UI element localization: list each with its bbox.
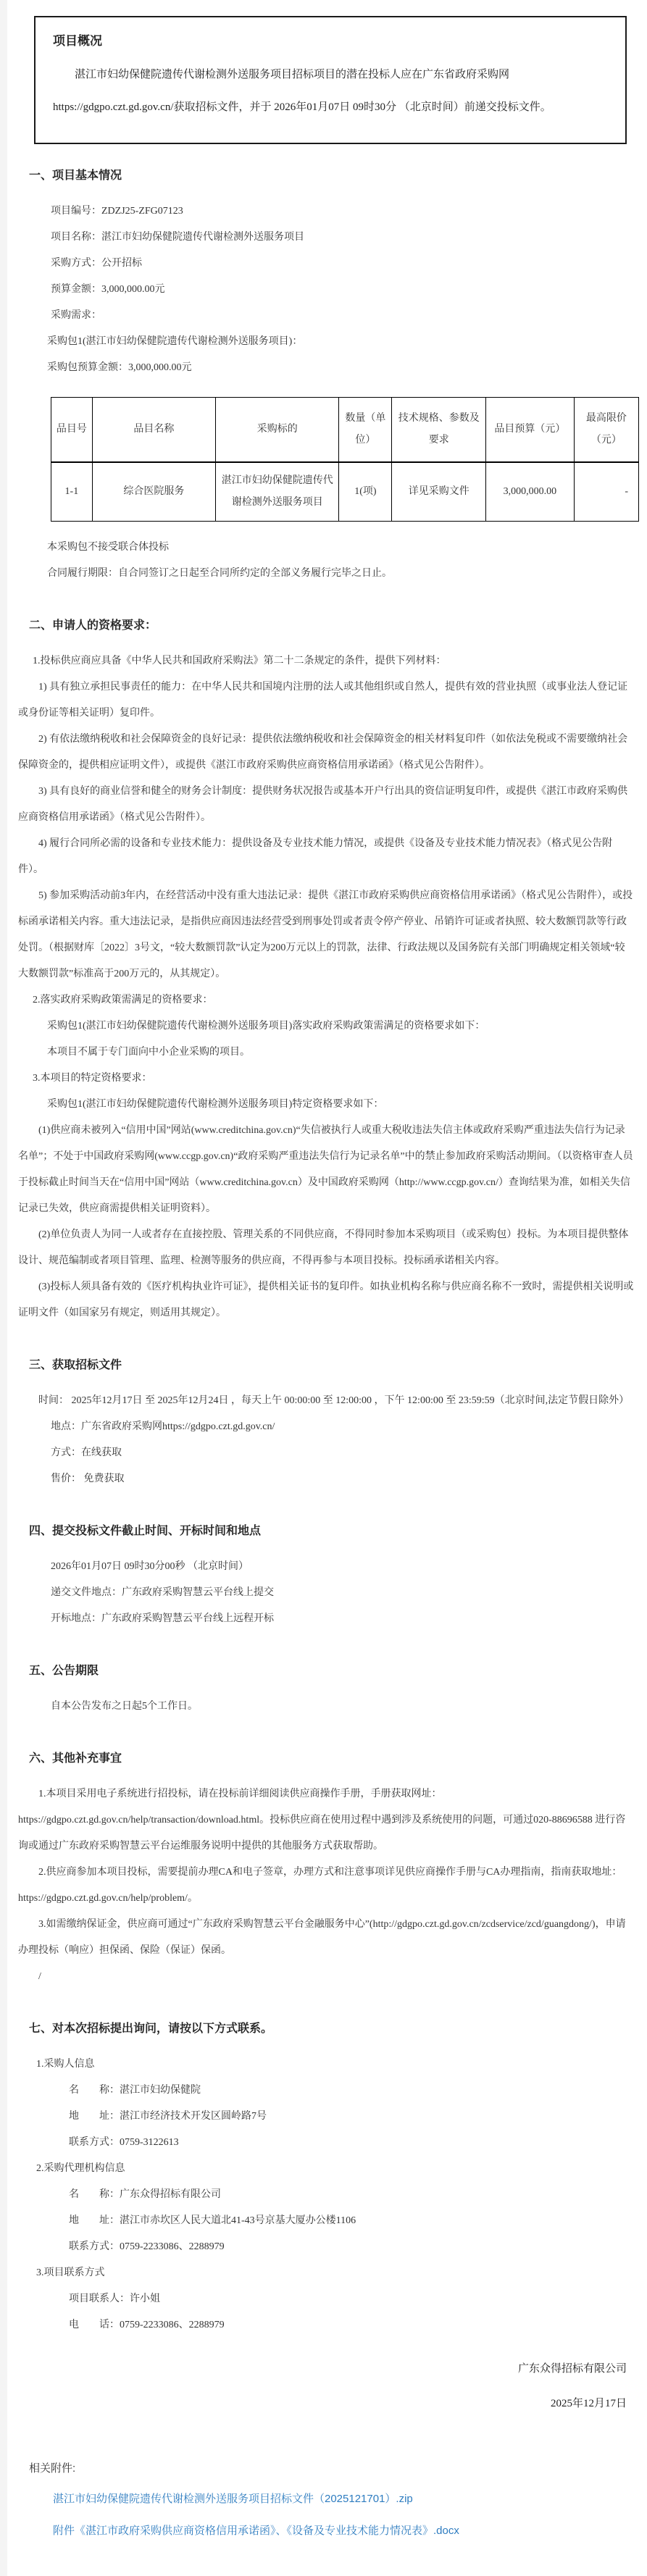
supplementary-item: 3.如需缴纳保证金，供应商可通过“广东政府采购智慧云平台金融服务中心”(http://gdgpo.czt.gd.gov.cn/zcdservice/zcd/guangdong/)，申请办理投标（响应）担保函、保险（保证）保函。	[18, 1919, 626, 1956]
purchaser-contact: 联系方式：0759-3122613	[69, 2137, 179, 2148]
section2-heading: 二、申请人的资格要求：	[29, 619, 157, 632]
contract-period-note: 合同履行期限：自合同签订之日起至合同所约定的全部义务履行完毕之日止。	[47, 568, 392, 579]
qualification-item: 3.本项目的特定资格要求：	[33, 1073, 152, 1084]
qualification-item: 1.投标供应商应具备《中华人民共和国政府采购法》第二十二条规定的条件，提供下列材料：	[33, 656, 446, 666]
section7-heading: 七、对本次招标提出询问，请按以下方式联系。	[29, 2023, 273, 2035]
qualification-item: 5) 参加采购活动前3年内，在经营活动中没有重大违法记录：提供《湛江市政府采购供应商资格信用承诺函》（格式见公告附件），或投标函承诺相关内容。重大违法记录，是指供应商因违法经营受到刑事处罚或者责令停产停业、吊销许可证或者执照、较大数额罚款等行政处罚。（根据财库〔2022〕3号文，“较大数额罚款”认定为200万元以上的罚款，法律、行政法规以及国务院有关部门明确规定相关领域“较大数额罚款”标准高于200万元的，从其规定）。	[18, 890, 633, 979]
budget-amount: 预算金额：3,000,000.00元	[51, 284, 165, 295]
attachment-link-tender-zip[interactable]: 湛江市妇幼保健院遗传代谢检测外送服务项目招标文件（2025121701）.zip	[53, 2493, 413, 2505]
signature-date: 2025年12月17日	[550, 2398, 627, 2409]
table-row	[51, 462, 639, 522]
supplementary-item: 1.本项目采用电子系统进行招投标，请在投标前详细阅读供应商操作手册，手册获取网址：https://gdgpo.czt.gd.gov.cn/help/transaction/download.html。投标供应商在使用过程中遇到涉及系统使用的问题，可通过020-88696588 进行咨询或通过广东政府采购智慧云平台运维服务说明中提供的其他服务方式获取帮助。	[18, 1789, 626, 1852]
col-item-name: 品目名称	[92, 398, 215, 463]
submit-place: 递交文件地点：广东政府采购智慧云平台线上提交	[51, 1587, 274, 1598]
package1-budget: 采购包预算金额：3,000,000.00元	[47, 362, 192, 373]
project-number: 项目编号：ZDZJ25-ZFG07123	[51, 206, 183, 217]
signature-block	[18, 2351, 627, 2421]
cell-subject: 湛江市妇幼保健院遗传代谢检测外送服务项目	[216, 462, 339, 522]
items-table	[51, 397, 639, 522]
project-name: 项目名称：湛江市妇幼保健院遗传代谢检测外送服务项目	[51, 232, 304, 243]
col-item-no: 品目号	[51, 398, 93, 463]
attachments-label: 相关附件:	[29, 2462, 76, 2475]
procurement-method: 采购方式：公开招标	[51, 258, 142, 269]
purchaser-address: 地 址：湛江市经济技术开发区圆岭路7号	[69, 2111, 267, 2122]
opening-place: 开标地点：广东政府采购智慧云平台线上远程开标	[51, 1613, 274, 1624]
no-consortium-note: 本采购包不接受联合体投标	[47, 542, 169, 553]
bid-deadline: 2026年01月07日 09时30分00秒 （北京时间）	[51, 1561, 249, 1572]
overview-title: 项目概况	[53, 34, 102, 48]
cell-tech-spec: 详见采购文件	[392, 462, 486, 522]
package1-title: 采购包1(湛江市妇幼保健院遗传代谢检测外送服务项目)：	[47, 336, 303, 347]
qualification-item: 采购包1(湛江市妇幼保健院遗传代谢检测外送服务项目)落实政府采购政策需满足的资格要求如下：	[47, 1021, 485, 1032]
cell-item-no: 1-1	[51, 462, 93, 522]
agency-info-title: 2.采购代理机构信息	[36, 2163, 125, 2174]
announcement-period: 自本公告发布之日起5个工作日。	[51, 1701, 198, 1712]
supplementary-slash: /	[38, 1971, 41, 1982]
related-attachments	[18, 2454, 634, 2547]
project-contact-phone: 电 话：0759-2233086、2288979	[69, 2320, 225, 2330]
agency-contact: 联系方式：0759-2233086、2288979	[69, 2241, 225, 2252]
col-max-price: 最高限价（元）	[574, 398, 638, 463]
overview-text: 湛江市妇幼保健院遗传代谢检测外送服务项目招标项目的潜在投标人应在广东省政府采购网https://gdgpo.czt.gd.gov.cn/获取招标文件，并于 2026年01月07日 09时30分 （北京时间）前递交投标文件。	[53, 69, 551, 113]
qualification-item: 4) 履行合同所必需的设备和专业技术能力：提供设备及专业技术能力情况，或提供《设备及专业技术能力情况表》（格式见公告附件）。	[18, 838, 613, 875]
agency-name: 名 称：广东众得招标有限公司	[69, 2189, 221, 2200]
cell-item-name: 综合医院服务	[92, 462, 215, 522]
supplementary-item: 2.供应商参加本项目投标，需要提前办理CA和电子签章，办理方式和注意事项详见供应商操作手册与CA办理指南，指南获取地址：https://gdgpo.czt.gd.gov.cn/help/problem/。	[18, 1867, 622, 1904]
procurement-demand-label: 采购需求：	[51, 310, 101, 321]
section3-heading: 三、获取招标文件	[29, 1359, 122, 1371]
cell-item-budget: 3,000,000.00	[486, 462, 575, 522]
doc-obtain-place: 地点：广东省政府采购网https://gdgpo.czt.gd.gov.cn/	[51, 1421, 275, 1432]
section4-heading: 四、提交投标文件截止时间、开标时间和地点	[29, 1525, 262, 1537]
doc-obtain-method: 方式：在线获取	[51, 1447, 122, 1458]
qualification-item: 采购包1(湛江市妇幼保健院遗传代谢检测外送服务项目)特定资格要求如下：	[47, 1099, 384, 1110]
qualification-item: 1) 具有独立承担民事责任的能力：在中华人民共和国境内注册的法人或其他组织或自然人，提供有效的营业执照（或事业法人登记证或身份证等相关证明）复印件。	[18, 682, 628, 719]
qualification-item: 本项目不属于专门面向中小企业采购的项目。	[47, 1047, 250, 1058]
table-header-row	[51, 398, 639, 463]
project-overview-box	[34, 16, 627, 144]
qualification-item: 2.落实政府采购政策需满足的资格要求：	[33, 995, 213, 1005]
doc-obtain-price: 售价： 免费获取	[51, 1473, 125, 1484]
project-contact-person: 项目联系人：许小姐	[69, 2293, 160, 2304]
col-quantity: 数量（单位）	[339, 398, 392, 463]
section6-heading: 六、其他补充事宜	[29, 1752, 122, 1765]
announcement-page	[7, 0, 647, 2576]
signature-company: 广东众得招标有限公司	[517, 2363, 627, 2375]
attachment-link-forms-docx[interactable]: 附件《湛江市政府采购供应商资格信用承诺函》、《设备及专业技术能力情况表》.docx	[53, 2525, 459, 2537]
agency-address: 地 址：湛江市赤坎区人民大道北41-43号京基大厦办公楼1106	[69, 2215, 356, 2226]
qualification-item: (1)供应商未被列入“信用中国”网站(www.creditchina.gov.cn)“失信被执行人或重大税收违法失信主体或政府采购严重违法失信行为记录名单”；不处于中国政府采购网(www.ccgp.gov.cn)“政府采购严重违法失信行为记录名单”中的禁止参加政府采购活动期间。（以资格审查人员于投标截止时间当天在“信用中国”网站（www.creditchina.gov.cn）及中国政府采购网（http://www.ccgp.gov.cn/）查询结果为准，如相关失信记录已失效，供应商需提供相关证明资料）。	[18, 1125, 633, 1214]
doc-obtain-time: 时间： 2025年12月17日 至 2025年12月24日 ，每天上午 00:00:00 至 12:00:00 ，下午 12:00:00 至 23:59:59（北京时间,法定节假日除外）	[38, 1395, 630, 1406]
qualification-item: 3) 具有良好的商业信誉和健全的财务会计制度：提供财务状况报告或基本开户行出具的资信证明复印件，或提供《湛江市政府采购供应商资格信用承诺函》（格式见公告附件）。	[18, 786, 628, 823]
col-item-budget: 品目预算（元）	[486, 398, 575, 463]
purchaser-info-title: 1.采购人信息	[36, 2059, 95, 2070]
purchaser-name: 名 称：湛江市妇幼保健院	[69, 2085, 201, 2096]
section5-heading: 五、公告期限	[29, 1665, 99, 1677]
col-subject: 采购标的	[216, 398, 339, 463]
qualification-item: (2)单位负责人为同一人或者存在直接控股、管理关系的不同供应商，不得同时参加本采购项目（或采购包）投标。为本项目提供整体设计、规范编制或者项目管理、监理、检测等服务的供应商，不得再参与本项目投标。投标函承诺相关内容。	[18, 1229, 629, 1266]
qualification-item: 2) 有依法缴纳税收和社会保障资金的良好记录：提供依法缴纳税收和社会保障资金的相关材料复印件（如依法免税或不需要缴纳社会保障资金的，提供相应证明文件），或提供《湛江市政府采购供应商资格信用承诺函》（格式见公告附件）。	[18, 734, 628, 771]
cell-quantity: 1(项)	[339, 462, 392, 522]
col-tech-spec: 技术规格、参数及要求	[392, 398, 486, 463]
qualification-item: (3)投标人须具备有效的《医疗机构执业许可证》，提供相关证书的复印件。如执业机构名称与供应商名称不一致时，需提供相关说明或证明文件（如国家另有规定，则适用其规定）。	[18, 1281, 634, 1318]
project-contact-title: 3.项目联系方式	[36, 2267, 105, 2278]
cell-max-price: -	[574, 462, 638, 522]
section1-heading: 一、项目基本情况	[29, 170, 122, 182]
